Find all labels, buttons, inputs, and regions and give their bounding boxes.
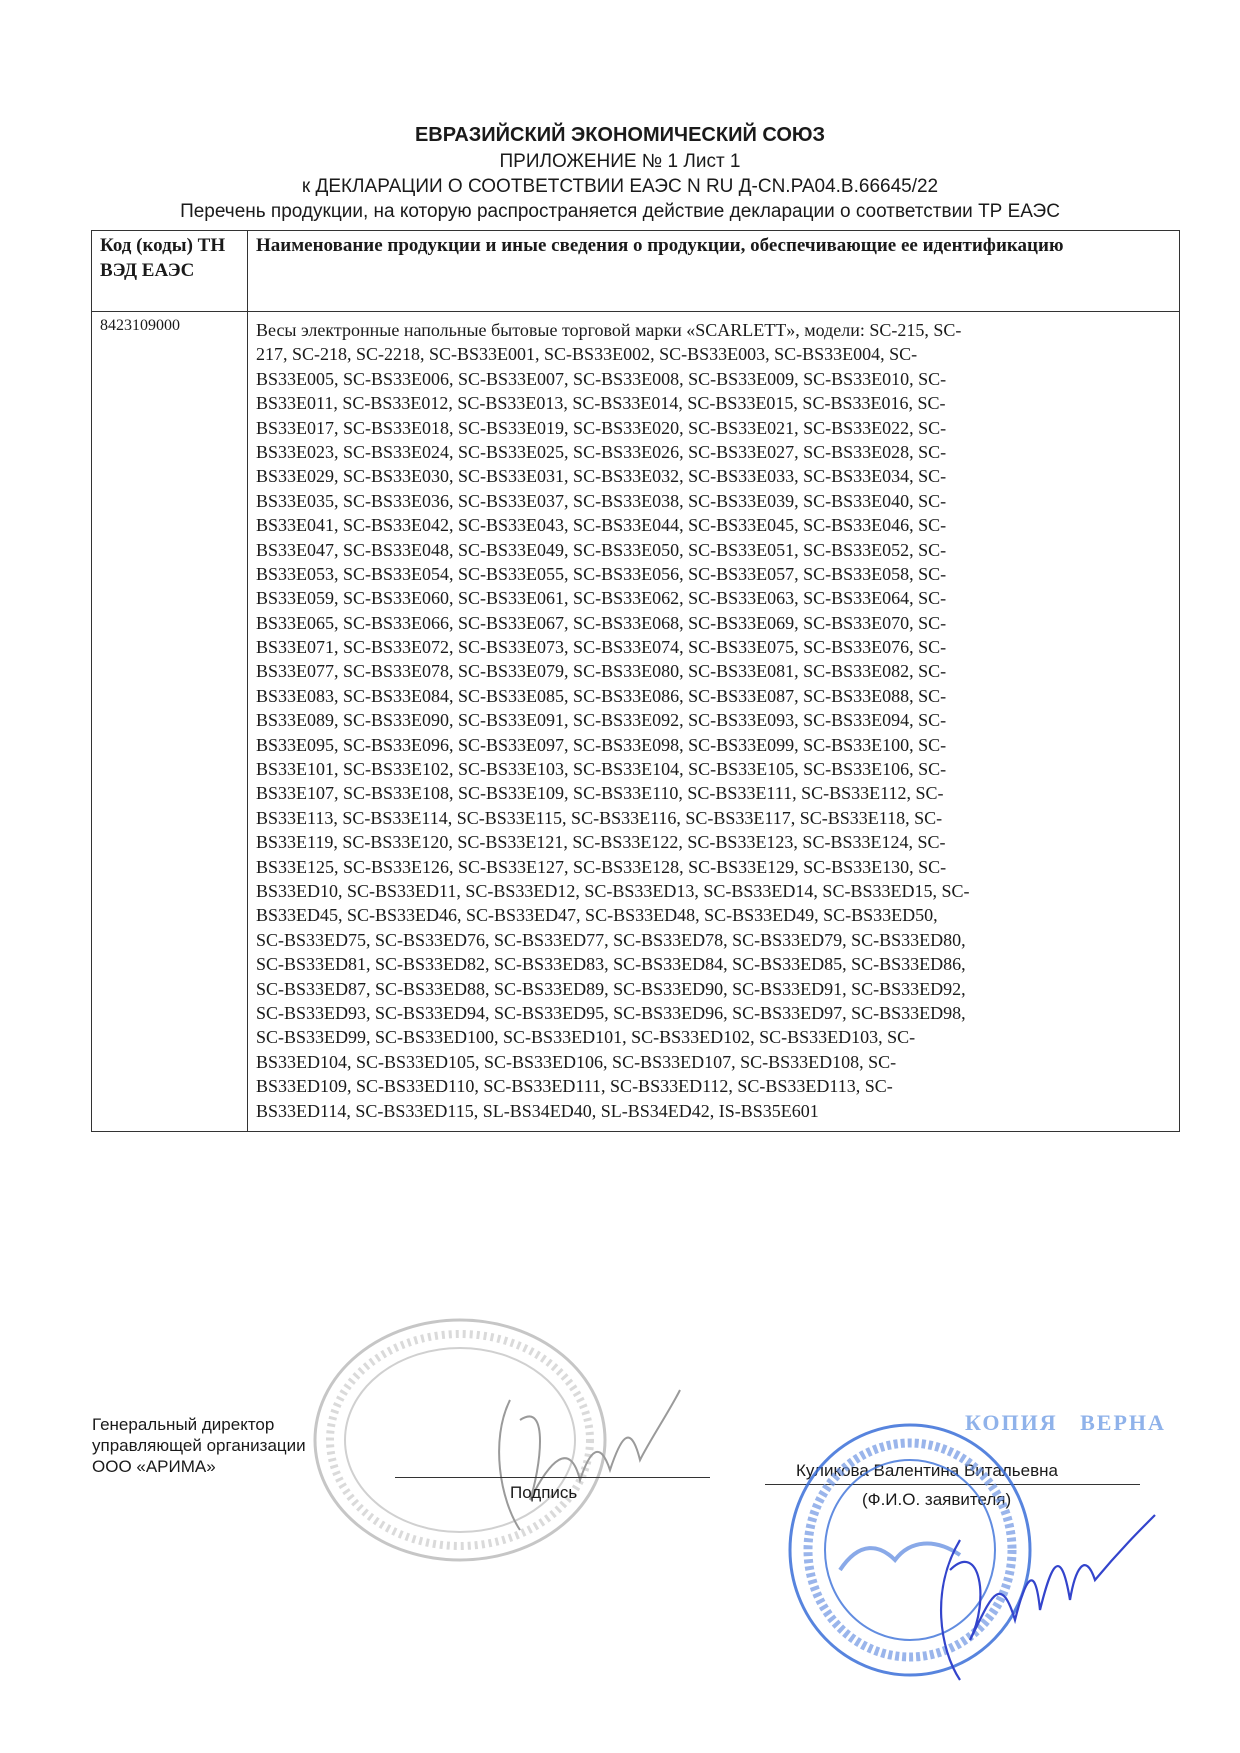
description-line: SC-BS33ED93, SC-BS33ED94, SC-BS33ED95, SC-BS33ED96, SC-BS33ED97, SC-BS33ED98,: [256, 1002, 966, 1023]
description-line: SC-BS33ED99, SC-BS33ED100, SC-BS33ED101, SC-BS33ED102, SC-BS33ED103, SC-: [256, 1027, 916, 1048]
document-subtitle: Перечень продукции, на которую распространяется действие декларации о соответствии ТР ЕАЭС: [180, 201, 1060, 222]
tnved-code: 8423109000: [92, 312, 248, 1132]
description-line: BS33E017, SC-BS33E018, SC-BS33E019, SC-BS33E020, SC-BS33E021, SC-BS33E022, SC-: [256, 417, 947, 438]
description-line: BS33E101, SC-BS33E102, SC-BS33E103, SC-BS33E104, SC-BS33E105, SC-BS33E106, SC-: [256, 759, 947, 780]
table-header-row: [92, 231, 1180, 312]
position-line-2: управляющей организации: [92, 1436, 306, 1455]
signature-caption: Подпись: [510, 1483, 578, 1502]
description-line: BS33E107, SC-BS33E108, SC-BS33E109, SC-BS33E110, SC-BS33E111, SC-BS33E112, SC-: [256, 783, 944, 804]
description-line: BS33ED45, SC-BS33ED46, SC-BS33ED47, SC-BS33ED48, SC-BS33ED49, SC-BS33ED50,: [256, 905, 938, 926]
description-line: BS33E119, SC-BS33E120, SC-BS33E121, SC-BS33E122, SC-BS33E123, SC-BS33E124, SC-: [256, 832, 946, 853]
header-description: Наименование продукции и иные сведения о продукции, обеспечивающие ее идентификацию: [248, 231, 1180, 312]
description-line: BS33E035, SC-BS33E036, SC-BS33E037, SC-BS33E038, SC-BS33E039, SC-BS33E040, SC-: [256, 490, 947, 511]
description-line: BS33ED114, SC-BS33ED115, SL-BS34ED40, SL-BS34ED42, IS-BS35E601: [256, 1100, 819, 1121]
description-line: BS33E083, SC-BS33E084, SC-BS33E085, SC-BS33E086, SC-BS33E087, SC-BS33E088, SC-: [256, 685, 947, 706]
signature-line: [395, 1477, 710, 1478]
description-line: BS33E029, SC-BS33E030, SC-BS33E031, SC-BS33E032, SC-BS33E033, SC-BS33E034, SC-: [256, 466, 947, 487]
table-row: [92, 312, 1180, 1132]
description-line: BS33E053, SC-BS33E054, SC-BS33E055, SC-BS33E056, SC-BS33E057, SC-BS33E058, SC-: [256, 563, 947, 584]
union-title: ЕВРАЗИЙСКИЙ ЭКОНОМИЧЕСКИЙ СОЮЗ: [414, 124, 826, 146]
description-line: BS33E095, SC-BS33E096, SC-BS33E097, SC-BS33E098, SC-BS33E099, SC-BS33E100, SC-: [256, 734, 947, 755]
appendix-title: ПРИЛОЖЕНИЕ № 1 Лист 1: [499, 151, 741, 172]
description-line: BS33E011, SC-BS33E012, SC-BS33E013, SC-BS33E014, SC-BS33E015, SC-BS33E016, SC-: [256, 393, 946, 414]
copy-verified-mark: КОПИЯ ВЕРНА: [965, 1410, 1166, 1435]
description-line: BS33E047, SC-BS33E048, SC-BS33E049, SC-BS33E050, SC-BS33E051, SC-BS33E052, SC-: [256, 539, 947, 560]
description-line: BS33E059, SC-BS33E060, SC-BS33E061, SC-BS33E062, SC-BS33E063, SC-BS33E064, SC-: [256, 588, 947, 609]
products-table: [91, 230, 1180, 1132]
description-line: BS33E113, SC-BS33E114, SC-BS33E115, SC-BS33E116, SC-BS33E117, SC-BS33E118, SC-: [256, 807, 943, 828]
description-line: BS33E089, SC-BS33E090, SC-BS33E091, SC-BS33E092, SC-BS33E093, SC-BS33E094, SC-: [256, 710, 947, 731]
description-line: BS33E023, SC-BS33E024, SC-BS33E025, SC-BS33E026, SC-BS33E027, SC-BS33E028, SC-: [256, 441, 947, 462]
description-line: BS33E065, SC-BS33E066, SC-BS33E067, SC-BS33E068, SC-BS33E069, SC-BS33E070, SC-: [256, 612, 947, 633]
description-line: BS33E005, SC-BS33E006, SC-BS33E007, SC-BS33E008, SC-BS33E009, SC-BS33E010, SC-: [256, 368, 947, 389]
applicant-caption: (Ф.И.О. заявителя): [862, 1490, 1012, 1509]
applicant-signature: [920, 1510, 1160, 1690]
position-line-1: Генеральный директор: [92, 1415, 275, 1434]
applicant-name: Куликова Валентина Витальевна: [796, 1461, 1058, 1480]
position-line-3: ООО «АРИМА»: [92, 1457, 216, 1476]
description-line: SC-BS33ED87, SC-BS33ED88, SC-BS33ED89, SC-BS33ED90, SC-BS33ED91, SC-BS33ED92,: [256, 978, 966, 999]
signatory-position: [92, 1414, 306, 1477]
director-signature: [480, 1380, 700, 1550]
description-line: BS33ED104, SC-BS33ED105, SC-BS33ED106, SC-BS33ED107, SC-BS33ED108, SC-: [256, 1051, 897, 1072]
description-line: BS33E077, SC-BS33E078, SC-BS33E079, SC-BS33E080, SC-BS33E081, SC-BS33E082, SC-: [256, 661, 947, 682]
description-line: 217, SC-218, SC-2218, SC-BS33E001, SC-BS33E002, SC-BS33E003, SC-BS33E004, SC-: [256, 344, 918, 365]
product-description: [248, 312, 1180, 1132]
declaration-number: к ДЕКЛАРАЦИИ О СООТВЕТСТВИИ ЕАЭС N RU Д-CN.PA04.B.66645/22: [301, 176, 939, 197]
description-line: Весы электронные напольные бытовые торговой марки «SCARLETT», модели: SC-215, SC-: [256, 320, 962, 340]
description-line: SC-BS33ED81, SC-BS33ED82, SC-BS33ED83, SC-BS33ED84, SC-BS33ED85, SC-BS33ED86,: [256, 954, 966, 975]
description-line: SC-BS33ED75, SC-BS33ED76, SC-BS33ED77, SC-BS33ED78, SC-BS33ED79, SC-BS33ED80,: [256, 929, 966, 950]
header-code: Код (коды) ТН ВЭД ЕАЭС: [92, 231, 248, 312]
description-line: BS33ED109, SC-BS33ED110, SC-BS33ED111, SC-BS33ED112, SC-BS33ED113, SC-: [256, 1076, 893, 1097]
description-line: BS33E125, SC-BS33E126, SC-BS33E127, SC-BS33E128, SC-BS33E129, SC-BS33E130, SC-: [256, 856, 947, 877]
description-line: BS33E041, SC-BS33E042, SC-BS33E043, SC-BS33E044, SC-BS33E045, SC-BS33E046, SC-: [256, 515, 947, 536]
description-line: BS33ED10, SC-BS33ED11, SC-BS33ED12, SC-BS33ED13, SC-BS33ED14, SC-BS33ED15, SC-: [256, 880, 970, 901]
description-line: BS33E071, SC-BS33E072, SC-BS33E073, SC-BS33E074, SC-BS33E075, SC-BS33E076, SC-: [256, 637, 947, 658]
